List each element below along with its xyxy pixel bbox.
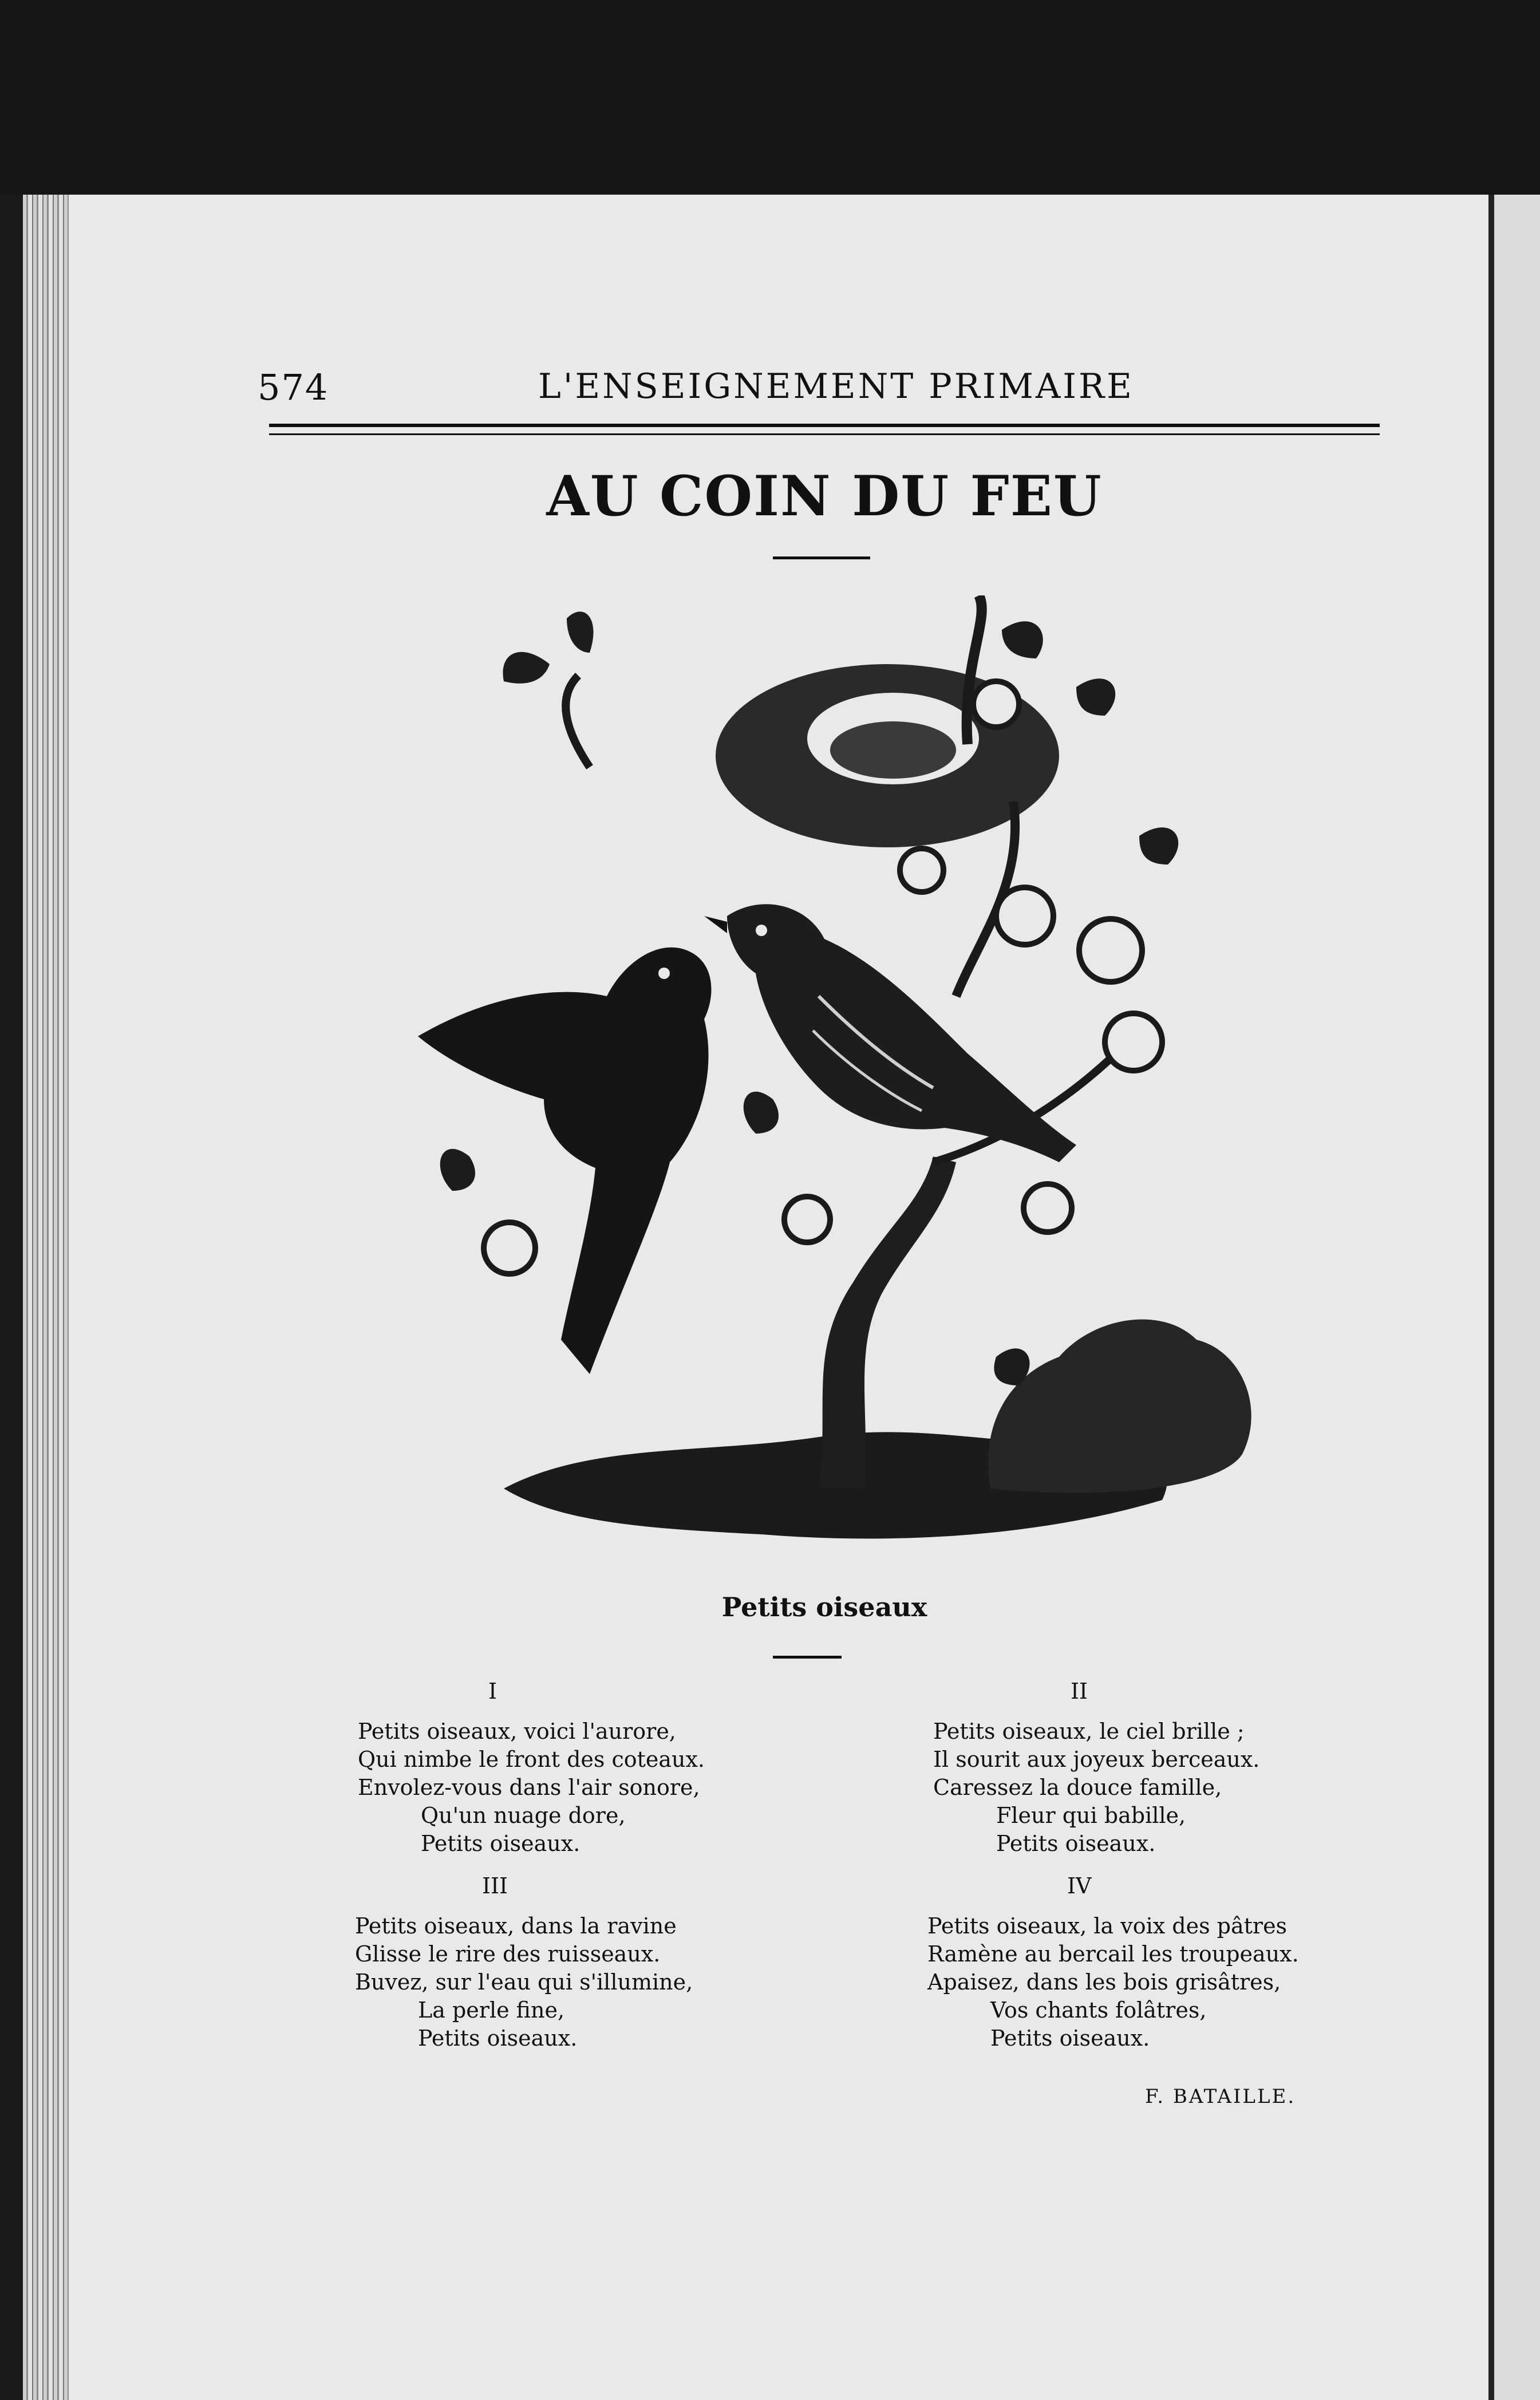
film-border: [0, 0, 1540, 195]
verse-line: Qu'un nuage dore,: [421, 1803, 626, 1828]
verse-line: Ramène au bercail les troupeaux.: [927, 1941, 1299, 1967]
verse-line: Glisse le rire des ruisseaux.: [355, 1941, 661, 1967]
engraving-two-birds-nest-icon: [418, 595, 1322, 1569]
verse-line: Apaisez, dans les bois grisâtres,: [927, 1969, 1281, 1995]
section-title: AU COIN DU FEU: [546, 464, 1103, 528]
poem-title-rule: [773, 1656, 842, 1659]
verse-line: Petits oiseaux.: [990, 2026, 1150, 2051]
stanza-numeral: I: [488, 1679, 497, 1704]
facing-page-edge: [1488, 195, 1540, 2400]
verse-line: Caressez la douce famille,: [933, 1775, 1222, 1800]
stanza-numeral: III: [482, 1873, 508, 1898]
verse-line: Petits oiseaux, dans la ravine: [355, 1913, 677, 1939]
book-page: [69, 195, 1488, 2400]
verse-line: Petits oiseaux.: [418, 2026, 578, 2051]
stanza-numeral: IV: [1067, 1873, 1092, 1898]
poem-title: Petits oiseaux: [721, 1592, 927, 1623]
verse-line: Fleur qui babille,: [996, 1803, 1186, 1828]
verse-line: Petits oiseaux, voici l'aurore,: [358, 1719, 676, 1744]
page-header: [258, 361, 1448, 418]
author-signature: F. BATAILLE.: [1145, 2085, 1296, 2108]
verse-line: Buvez, sur l'eau qui s'illumine,: [355, 1969, 693, 1995]
verse-line: La perle fine,: [418, 1998, 565, 2023]
title-rule: [773, 556, 870, 559]
verse-line: Qui nimbe le front des coteaux.: [358, 1747, 705, 1772]
verse-line: Petits oiseaux, le ciel brille ;: [933, 1719, 1245, 1744]
header-rule: [269, 424, 1380, 435]
stanza-numeral: II: [1071, 1679, 1088, 1704]
page-number: 574: [258, 366, 329, 408]
verse-line: Petits oiseaux, la voix des pâtres: [927, 1913, 1288, 1939]
verse-line: Vos chants folâtres,: [990, 1998, 1207, 2023]
verse-line: Envolez-vous dans l'air sonore,: [358, 1775, 700, 1800]
verse-line: Il sourit aux joyeux berceaux.: [933, 1747, 1260, 1772]
verse-line: Petits oiseaux.: [996, 1831, 1156, 1856]
running-head: L'ENSEIGNEMENT PRIMAIRE: [538, 366, 1134, 406]
verse-line: Petits oiseaux.: [421, 1831, 581, 1856]
